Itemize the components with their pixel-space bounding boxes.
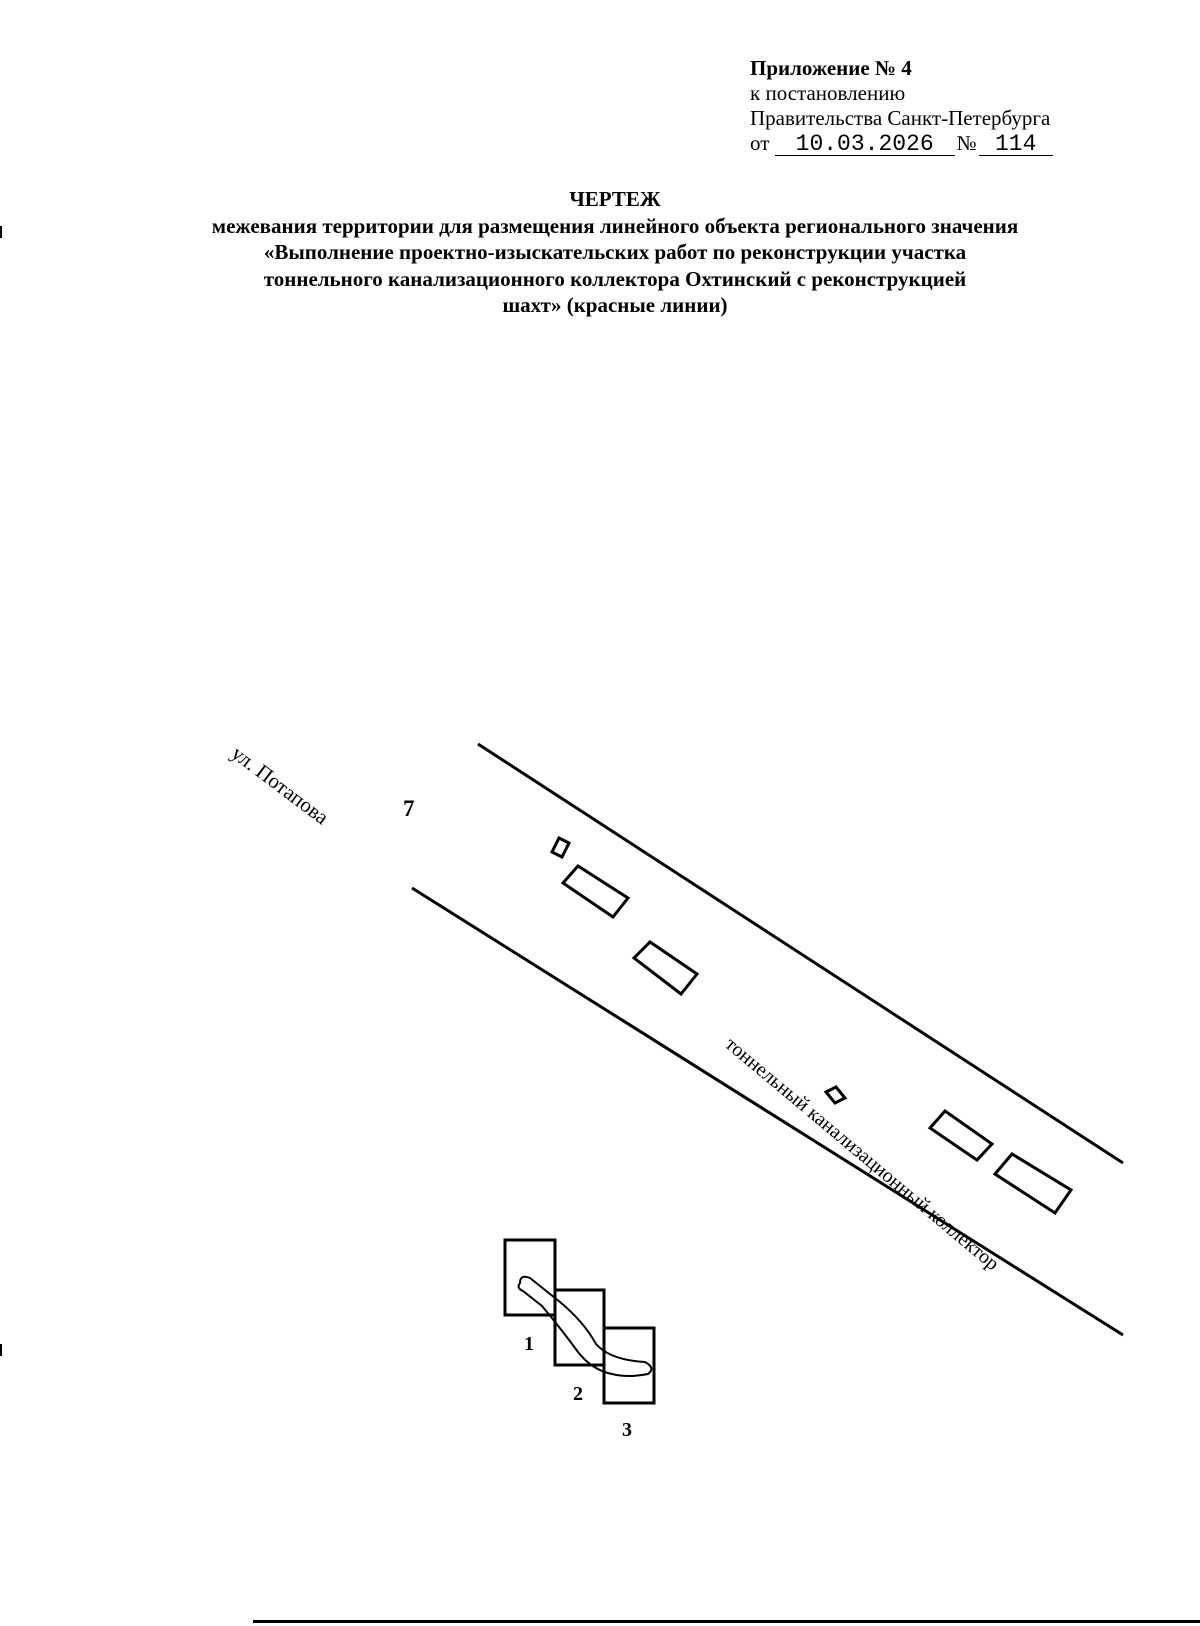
building-1: [563, 866, 628, 917]
appendix-resolution-ref: к постановлению: [750, 81, 906, 105]
sheet-label-1: 1: [524, 1333, 534, 1355]
scan-edge-mark: [0, 1344, 2, 1356]
title-line-4: шахт» (красные линии): [502, 293, 728, 317]
appendix-government: Правительства Санкт-Петербурга: [750, 106, 1051, 130]
small-structure-1: [552, 838, 569, 857]
date-prefix: от: [750, 131, 770, 155]
title-line-3: тоннельного канализационного коллектора Охтинский с реконструкцией: [263, 266, 967, 291]
sheet-label-3: 3: [622, 1419, 632, 1441]
small-structure-2: [826, 1087, 845, 1103]
title-line-2: «Выполнение проектно-изыскательских работ по реконструкции участка: [263, 240, 967, 264]
date-value: 10.03.2026: [775, 133, 955, 156]
building-2: [634, 942, 697, 994]
building-3: [930, 1111, 992, 1160]
number-sign: №: [956, 131, 977, 155]
appendix-title: Приложение № 4: [750, 56, 912, 80]
object-number-label: 7: [403, 796, 415, 821]
page-bottom-edge: [253, 1620, 1200, 1623]
red-line-lower: [412, 888, 1123, 1335]
number-value: 114: [979, 133, 1053, 156]
title-line-1: межевания территории для размещения линейного объекта регионального значения: [211, 213, 1019, 238]
collector-label: тоннельный канализационный коллектор: [720, 1032, 1004, 1276]
building-4: [995, 1154, 1071, 1213]
title-heading: ЧЕРТЕЖ: [569, 187, 661, 211]
collector-route-outline: [519, 1277, 652, 1376]
street-label: ул. Потапова: [226, 740, 334, 830]
sheet-label-2: 2: [573, 1383, 583, 1405]
sheet-frame-3: [604, 1328, 654, 1403]
scan-edge-mark: [0, 226, 2, 238]
